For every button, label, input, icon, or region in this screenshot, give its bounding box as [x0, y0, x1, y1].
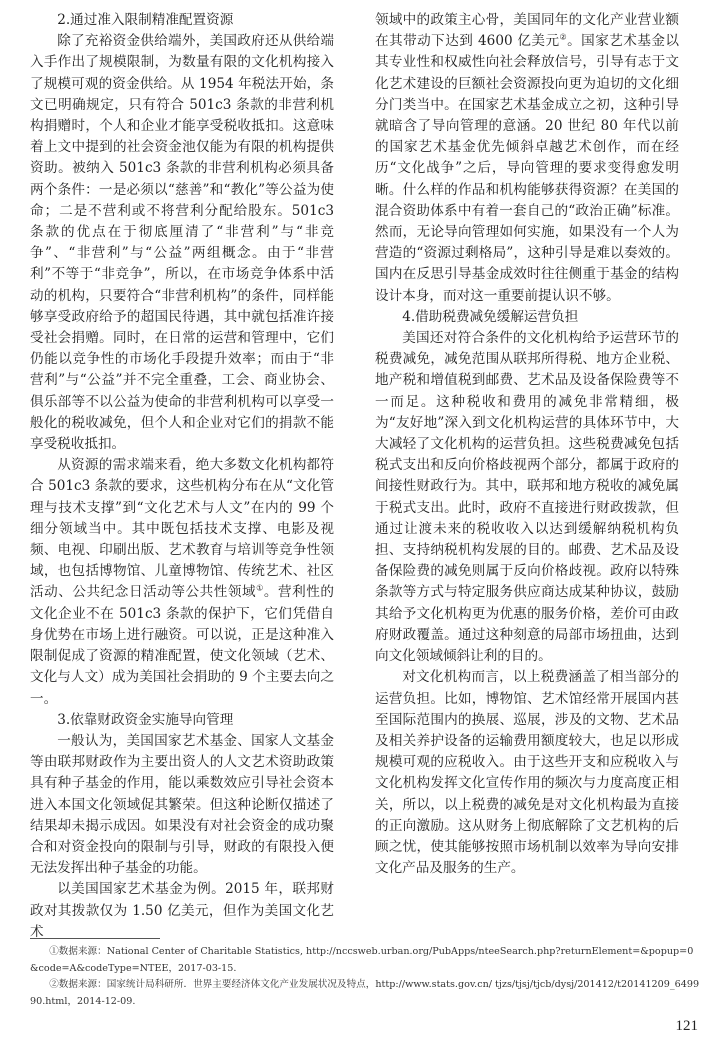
paragraph: 除了充裕资金供给端外，美国政府还从供给端入手作出了规模限制，为数量有限的文化机构接入了规模可观的资金供给。从 1954 年税法开始，条文已明确规定，只有符合 501c3 条款的非营利机构捐赠时，个人和企业才能享受税收抵扣。这意味着上文中提到的社会资金池仅能为有限的机构提供资助。被纳入 501c3 条款的非营利机构必须具备两个条件：一是必须以“慈善”和“教化”等公益为使命；二是不营利或不将营利分配给股东。501c3 条款的优点在于彻底厘清了“非营利”与“非竞争”、“非营利”与“公益”两组概念。由于“非营利”不等于“非竞争”，所以，在市场竞争体系中活动的机构，只要符合“非营利机构”的条件，同样能够享受政府给予的超国民待遇，其中就包括准许接受社会捐赠。同时，在日常的运营和管理中，它们仍能以竞争性的市场化手段提升效率；而由于“非营利”与“公益”并不完全重叠，工会、商业协会、俱乐部等不以公益为使命的非营利机构可以享受一般化的税收减免，但个人和企业对它们的捐款不能享受税收抵扣。 [30, 33, 334, 453]
section-heading-3: 3.依靠财政资金实施导向管理 [57, 711, 234, 728]
paragraph: 领域中的政策主心骨，美国同年的文化产业营业额在其带动下达到 4600 亿美元②。国家艺术基金以其专业性和权威性向社会释放信号，引导有志于文化艺术建设的巨额社会资源投向更为迫切的文化细分门类当中。在国家艺术基金成立之初，这种引导就暗含了导向管理的意涵。20 世纪 80 年代以前的国家艺术基金优先倾斜卓越艺术创作，而在经历“文化战争”之后，导向管理的要求变得愈发明晰。什么样的作品和机构能够获得资源？在美国的混合资助体系中有着一套自己的“政治正确”标准。然而，无论导向管理如何实施，如果没有一个人为营造的“资源过剩格局”，这种引导是难以奏效的。国内在反思引导基金成效时往往侧重于基金的结构设计本身，而对这一重要前提认识不够。 [375, 12, 680, 304]
footnote-divider [30, 938, 160, 939]
section-heading-2: 2.通过准入限制精准配置资源 [57, 12, 234, 28]
left-column [30, 10, 335, 940]
page-number: 121 [675, 1018, 698, 1034]
footnote-marker-1[interactable]: ① [256, 583, 264, 593]
footnotes [30, 944, 700, 1010]
footnote-marker-2[interactable]: ② [559, 32, 568, 42]
paragraph: 从资源的需求端来看，绝大多数文化机构都符合 501c3 条款的要求，这些机构分布在从“文化管理与技术支撑”到“文化艺术与人文”在内的 99 个细分领域当中。其中既包括技术支撑、电影及视频、电视、印刷出版、艺术教育与培训等竞争性领域，也包括博物馆、儿童博物馆、传统艺术、社区活动、公共纪念日活动等公共性领域①。营利性的文化企业不在 501c3 条款的保护下，它们凭借自身优势在市场上进行融资。可以说，正是这种准入限制促成了资源的精准配置，使文化领域（艺术、文化与人文）成为美国社会捐助的 9 个主要去向之一。 [30, 457, 335, 707]
footnote-2: ②数据来源：国家统计局科研所．世界主要经济体文化产业发展状况及特点，http://www.stats.gov.cn/ tjzs/tjsj/tjcb/dysj/201412/t20141209_649990.html，2014-12-09. [30, 979, 700, 1007]
paragraph: 美国还对符合条件的文化机构给予运营环节的税费减免，减免范围从联邦所得税、地方企业税、地产税和增值税到邮费、艺术品及设备保险费等不一而足。这种税收和费用的减免非常精细，极为“友好地”深入到文化机构运营的具体环节中，大大减轻了文化机构的运营负担。这些税费减免包括税式支出和反向价格歧视两个部分，都属于政府的间接性财政行为。其中，联邦和地方税收的减免属于税式支出。此时，政府不直接进行财政拨款，但通过让渡未来的税收收入以达到缓解纳税机构负担、支持纳税机构发展的目的。邮费、艺术品及设备保险费的减免则属于反向价格歧视。政府以特殊条款等方式与特定服务供应商达成某种协议，鼓励其给予文化机构更为优惠的服务价格，差价可由政府财政覆盖。通过这种刻意的局部市场扭曲，达到向文化领域倾斜让利的目的。 [375, 330, 679, 665]
section-heading-4: 4.借助税费减免缓解运营负担 [402, 308, 579, 325]
right-column [375, 10, 680, 877]
paragraph: 一般认为，美国国家艺术基金、国家人文基金等由联邦财政作为主要出资人的人文艺术资助政策具有种子基金的作用，能以乘数效应引导社会资本进入本国文化领域促其繁荣。但这种论断仅描述了结果却未揭示成因。如果没有对社会资金的成功聚合和对资金投向的限制与引导，财政的有限投入便无法发挥出种子基金的功能。 [30, 732, 334, 877]
paragraph: 以美国国家艺术基金为例。2015 年，联邦财政对其拨款仅为 1.50 亿美元，但作为美国文化艺术 [30, 881, 334, 940]
footnote-1: ①数据来源：National Center of Charitable Statistics, http://nccsweb.urban.org/PubApps/nteeSearch.php?returnElement=&popup=0&code=A&codeType=NTEE，2017-03-15. [30, 946, 694, 974]
paragraph: 对文化机构而言，以上税费涵盖了相当部分的运营负担。比如，博物馆、艺术馆经常开展国内甚至国际范围内的换展、巡展，涉及的文物、艺术品及相关养护设备的运输费用额度较大，也足以形成规模可观的应税收入。由于这些开支和应税收入与文化机构发挥文化宣传作用的频次与力度高度正相关，所以，以上税费的减免是对文化机构最为直接的正向激励。这从财务上彻底解除了文艺机构的后顾之忧，使其能够按照市场机制以效率为导向安排文化产品及服务的生产。 [375, 669, 679, 877]
